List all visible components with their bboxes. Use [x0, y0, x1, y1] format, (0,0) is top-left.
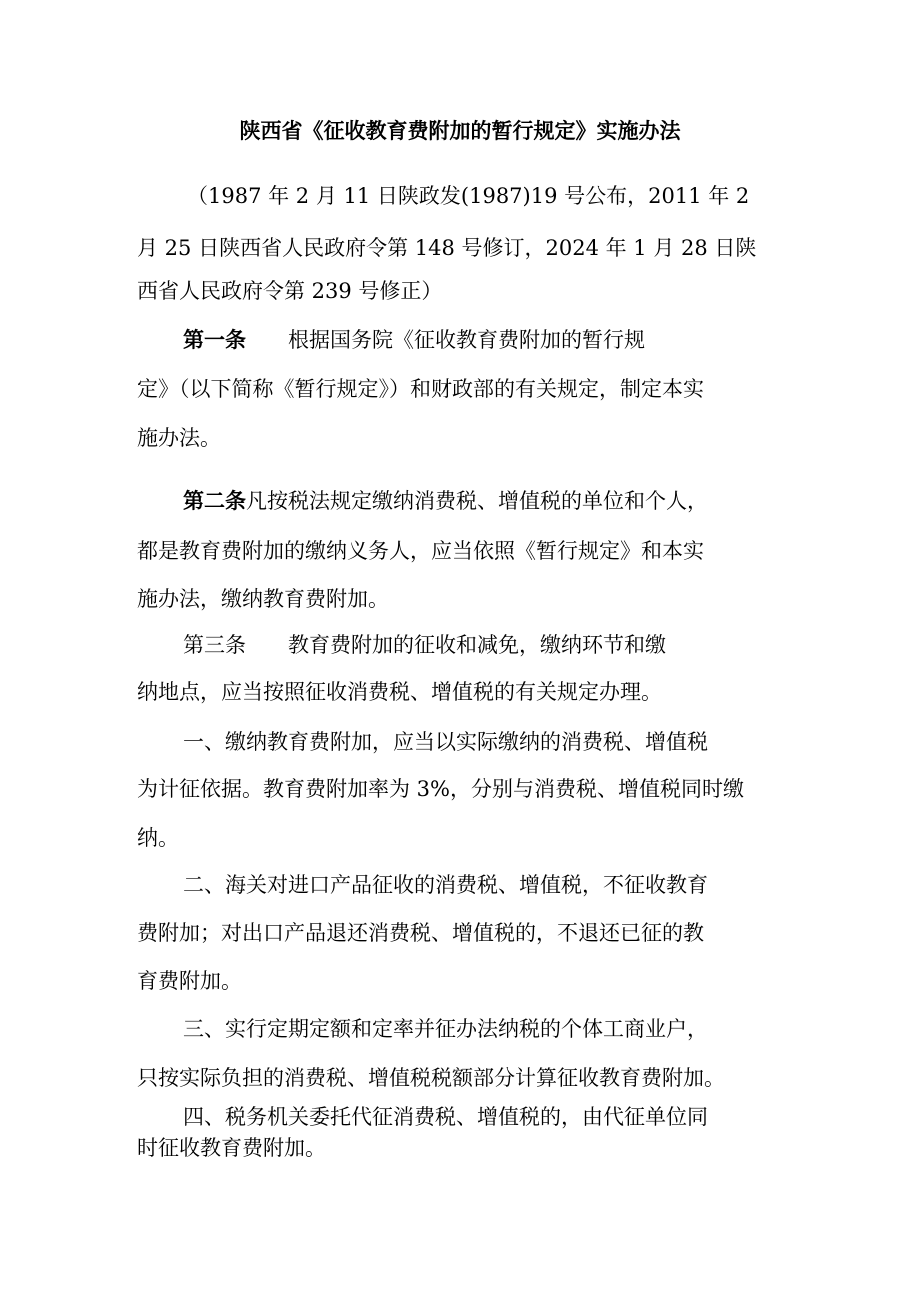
article-1-text: 根据国务院《征收教育费附加的暂行规	[288, 328, 645, 352]
item-1-line-2: 为计征依据。教育费附加率为 3%，分别与消费税、增值税同时缴	[137, 777, 744, 801]
item-2-line-2: 费附加；对出口产品退还消费税、增值税的，不退还已征的教	[137, 921, 704, 945]
article-1-label: 第一条	[183, 327, 246, 352]
item-1-line-1: 一、缴纳教育费附加，应当以实际缴纳的消费税、增值税	[183, 730, 708, 754]
item-3-line-2: 只按实际负担的消费税、增值税税额部分计算征收教育费附加。	[137, 1066, 725, 1090]
article-3-label: 第三条	[183, 633, 246, 657]
article-3-line-2: 纳地点，应当按照征收消费税、增值税的有关规定办理。	[137, 680, 662, 704]
item-2-line-1: 二、海关对进口产品征收的消费税、增值税，不征收教育	[183, 873, 708, 897]
article-1-line-2: 定》（以下简称《暂行规定》）和财政部的有关规定，制定本实	[137, 377, 704, 401]
preamble-line-3: 西省人民政府令第 239 号修正）	[137, 279, 443, 303]
article-3-text: 教育费附加的征收和减免，缴纳环节和缴	[288, 633, 666, 657]
article-2-line-2: 都是教育费附加的缴纳义务人，应当依照《暂行规定》和本实	[137, 539, 704, 563]
article-2-label: 第二条	[183, 488, 246, 513]
article-2-text: 凡按税法规定缴纳消费税、增值税的单位和个人，	[246, 489, 708, 513]
document-title: 陕西省《征收教育费附加的暂行规定》实施办法	[239, 118, 681, 143]
article-2-line-1	[183, 486, 708, 516]
item-3-line-1: 三、实行定期定额和定率并征办法纳税的个体工商业户，	[183, 1017, 708, 1041]
article-2-line-3: 施办法，缴纳教育费附加。	[137, 587, 389, 611]
article-1-line-3: 施办法。	[137, 426, 221, 450]
item-4-line-2: 时征收教育费附加。	[137, 1136, 326, 1160]
preamble-line-1: （1987 年 2 月 11 日陕政发(1987)19 号公布，2011 年 2	[187, 184, 750, 208]
preamble-line-2: 月 25 日陕西省人民政府令第 148 号修订，2024 年 1 月 28 日陕	[137, 236, 757, 260]
item-4-line-1: 四、税务机关委托代征消费税、增值税的，由代征单位同	[183, 1105, 708, 1129]
article-3-line-1	[183, 630, 666, 660]
item-2-line-3: 育费附加。	[137, 969, 242, 993]
article-1-line-1	[183, 325, 645, 355]
item-1-line-3: 纳。	[137, 826, 179, 850]
